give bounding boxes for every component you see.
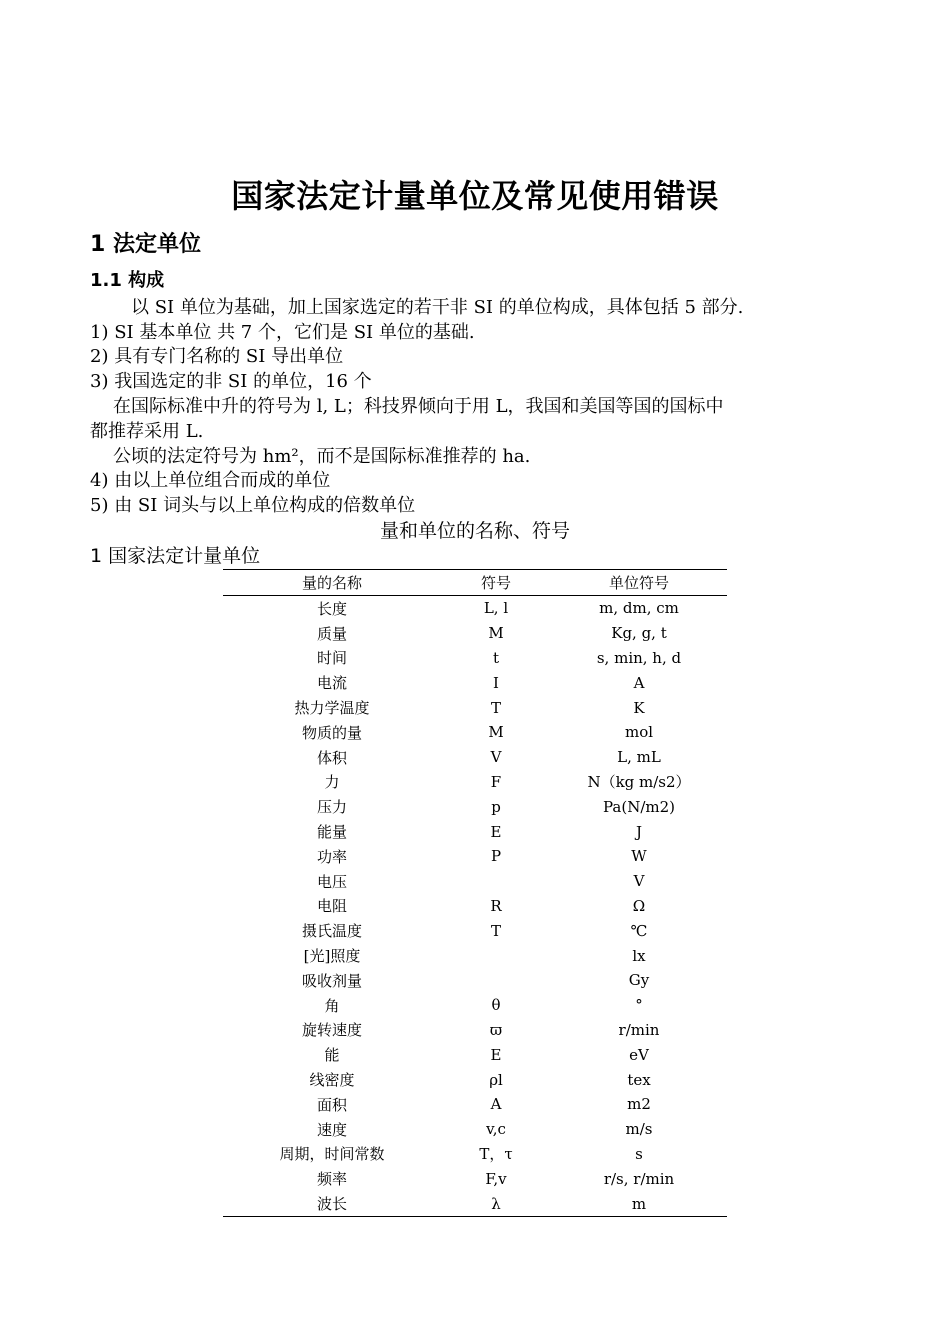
document-title: 国家法定计量单位及常见使用错误 [231,177,719,215]
unit-symbol-cell: W [631,847,647,866]
table-row [223,844,727,869]
unit-symbol-cell: ° [635,996,643,1015]
unit-symbol-cell: J [635,822,642,841]
paragraph-intro: 以 SI 单位为基础，加上国家选定的若干非 SI 的单位构成，具体包括 5 部分. [131,297,744,318]
table-row [223,918,727,943]
unit-symbol-cell: ℃ [630,921,648,940]
symbol-cell: E [490,822,502,841]
quantity-name-cell: 压力 [316,798,347,817]
unit-symbol-cell: K [633,698,645,717]
quantity-name-cell: 吸收剂量 [301,971,362,990]
table-row [223,745,727,770]
quantity-name-cell: 质量 [316,624,347,643]
table-row [223,894,727,919]
quantity-name-cell: 周期，时间常数 [279,1145,385,1164]
table-label: 1 国家法定计量单位 [90,545,261,567]
table-row [223,1092,727,1117]
quantity-name-cell: 电阻 [316,897,347,916]
unit-symbol-cell: Kg, g, t [611,624,667,643]
quantity-name-cell: 物质的量 [301,723,362,742]
symbol-cell [441,968,551,993]
quantity-name-cell: 功率 [316,847,347,866]
units-table [223,569,727,1217]
table-row [223,1042,727,1067]
list-item-3: 3) 我国选定的非 SI 的单位，16 个 [90,371,372,392]
table-row [223,720,727,745]
header-symbol: 符号 [441,570,551,596]
quantity-name-cell: 速度 [316,1120,347,1139]
table-row [223,869,727,894]
unit-symbol-cell: r/s, r/min [603,1169,675,1188]
table-row [223,943,727,968]
symbol-cell: F [490,772,502,791]
table-row [223,1067,727,1092]
unit-symbol-cell: mol [624,723,654,742]
quantity-name-cell: 线密度 [309,1071,355,1090]
unit-symbol-cell: V [633,872,645,891]
symbol-cell: V [490,748,502,767]
unit-symbol-cell: Pa(N/m2) [602,797,675,816]
unit-symbol-cell: m, dm, cm [599,599,679,618]
symbol-cell: M [488,723,504,742]
table-row [223,770,727,795]
table-row [223,596,727,621]
table-row [223,1018,727,1043]
symbol-cell: P [490,847,502,866]
symbol-cell: A [490,1095,502,1114]
table-row [223,968,727,993]
quantity-name-cell: 长度 [316,599,347,618]
symbol-cell: v,c [486,1120,506,1139]
symbol-cell: T，τ [479,1145,513,1164]
quantity-name-cell: 面积 [316,1095,347,1114]
quantity-name-cell: 力 [324,773,340,792]
unit-symbol-cell: m [631,1194,647,1213]
symbol-cell: I [493,673,499,692]
symbol-cell: L, l [483,599,509,618]
symbol-cell: t [492,648,500,667]
table-row [223,794,727,819]
units-table-body [223,596,727,1217]
header-quantity-name: 量的名称 [223,570,441,596]
table-header-row [223,570,727,596]
symbol-cell: ϖ [489,1020,503,1039]
quantity-name-cell: 角 [324,996,340,1015]
symbol-cell: ρl [489,1070,503,1089]
unit-symbol-cell: Ω [632,896,646,915]
symbol-cell: θ [491,996,501,1015]
quantity-name-cell: 波长 [316,1195,347,1214]
unit-symbol-cell: lx [632,946,646,965]
symbol-cell [441,943,551,968]
table-row [223,646,727,671]
symbol-cell: p [491,797,501,816]
table-row [223,1166,727,1191]
list-item-5: 5) 由 SI 词头与以上单位构成的倍数单位 [90,495,416,516]
symbol-cell [441,869,551,894]
section-heading-1-1: 1.1 构成 [90,270,165,291]
quantity-name-cell: 旋转速度 [301,1021,362,1040]
quantity-name-cell: [光]照度 [303,947,361,966]
list-item-4: 4) 由以上单位组合而成的单位 [90,470,331,491]
symbol-cell: E [490,1045,502,1064]
unit-symbol-cell: s [635,1144,643,1163]
paragraph-litre-note: 在国际标准中升的符号为 l, L；科技界倾向于用 L，我国和美国等国的国标中 [113,396,724,417]
unit-symbol-cell: m2 [627,1095,651,1114]
unit-symbol-cell: s, min, h, d [596,648,682,667]
quantity-name-cell: 热力学温度 [294,699,370,718]
symbol-cell: R [490,896,502,915]
table-row [223,819,727,844]
quantity-name-cell: 电流 [316,674,347,693]
table-row [223,621,727,646]
unit-symbol-cell: m/s [625,1120,653,1139]
unit-symbol-cell: eV [629,1045,649,1064]
symbol-cell: M [488,624,504,643]
table-caption: 量和单位的名称、符号 [379,520,570,542]
quantity-name-cell: 时间 [316,649,347,668]
list-item-1: 1) SI 基本单位 共 7 个，它们是 SI 单位的基础. [90,322,475,343]
table-row [223,1142,727,1167]
table-row [223,1117,727,1142]
quantity-name-cell: 频率 [316,1170,347,1189]
header-unit-symbol: 单位符号 [551,570,727,596]
unit-symbol-cell: tex [627,1070,651,1089]
table-row [223,1191,727,1216]
symbol-cell: λ [491,1194,501,1213]
symbol-cell: F,v [485,1169,507,1188]
symbol-cell: T [490,921,501,940]
unit-symbol-cell: L, mL [617,748,661,767]
list-item-2: 2) 具有专门名称的 SI 导出单位 [90,346,344,367]
quantity-name-cell: 电压 [316,872,347,891]
table-row [223,993,727,1018]
paragraph-hectare-note: 公顷的法定符号为 hm²，而不是国际标准推荐的 ha. [113,446,531,467]
unit-symbol-cell: A [633,673,645,692]
table-row [223,695,727,720]
section-heading-1: 1 法定单位 [90,232,201,257]
quantity-name-cell: 体积 [316,748,347,767]
unit-symbol-cell: r/min [618,1020,660,1039]
paragraph-litre-note-cont: 都推荐采用 L. [90,421,204,442]
quantity-name-cell: 能量 [316,823,347,842]
symbol-cell: T [490,698,501,717]
table-row [223,670,727,695]
unit-symbol-cell: Gy [628,971,650,990]
quantity-name-cell: 摄氏温度 [301,922,362,941]
quantity-name-cell: 能 [324,1046,340,1065]
unit-symbol-cell: N（kg m/s2） [587,773,691,792]
